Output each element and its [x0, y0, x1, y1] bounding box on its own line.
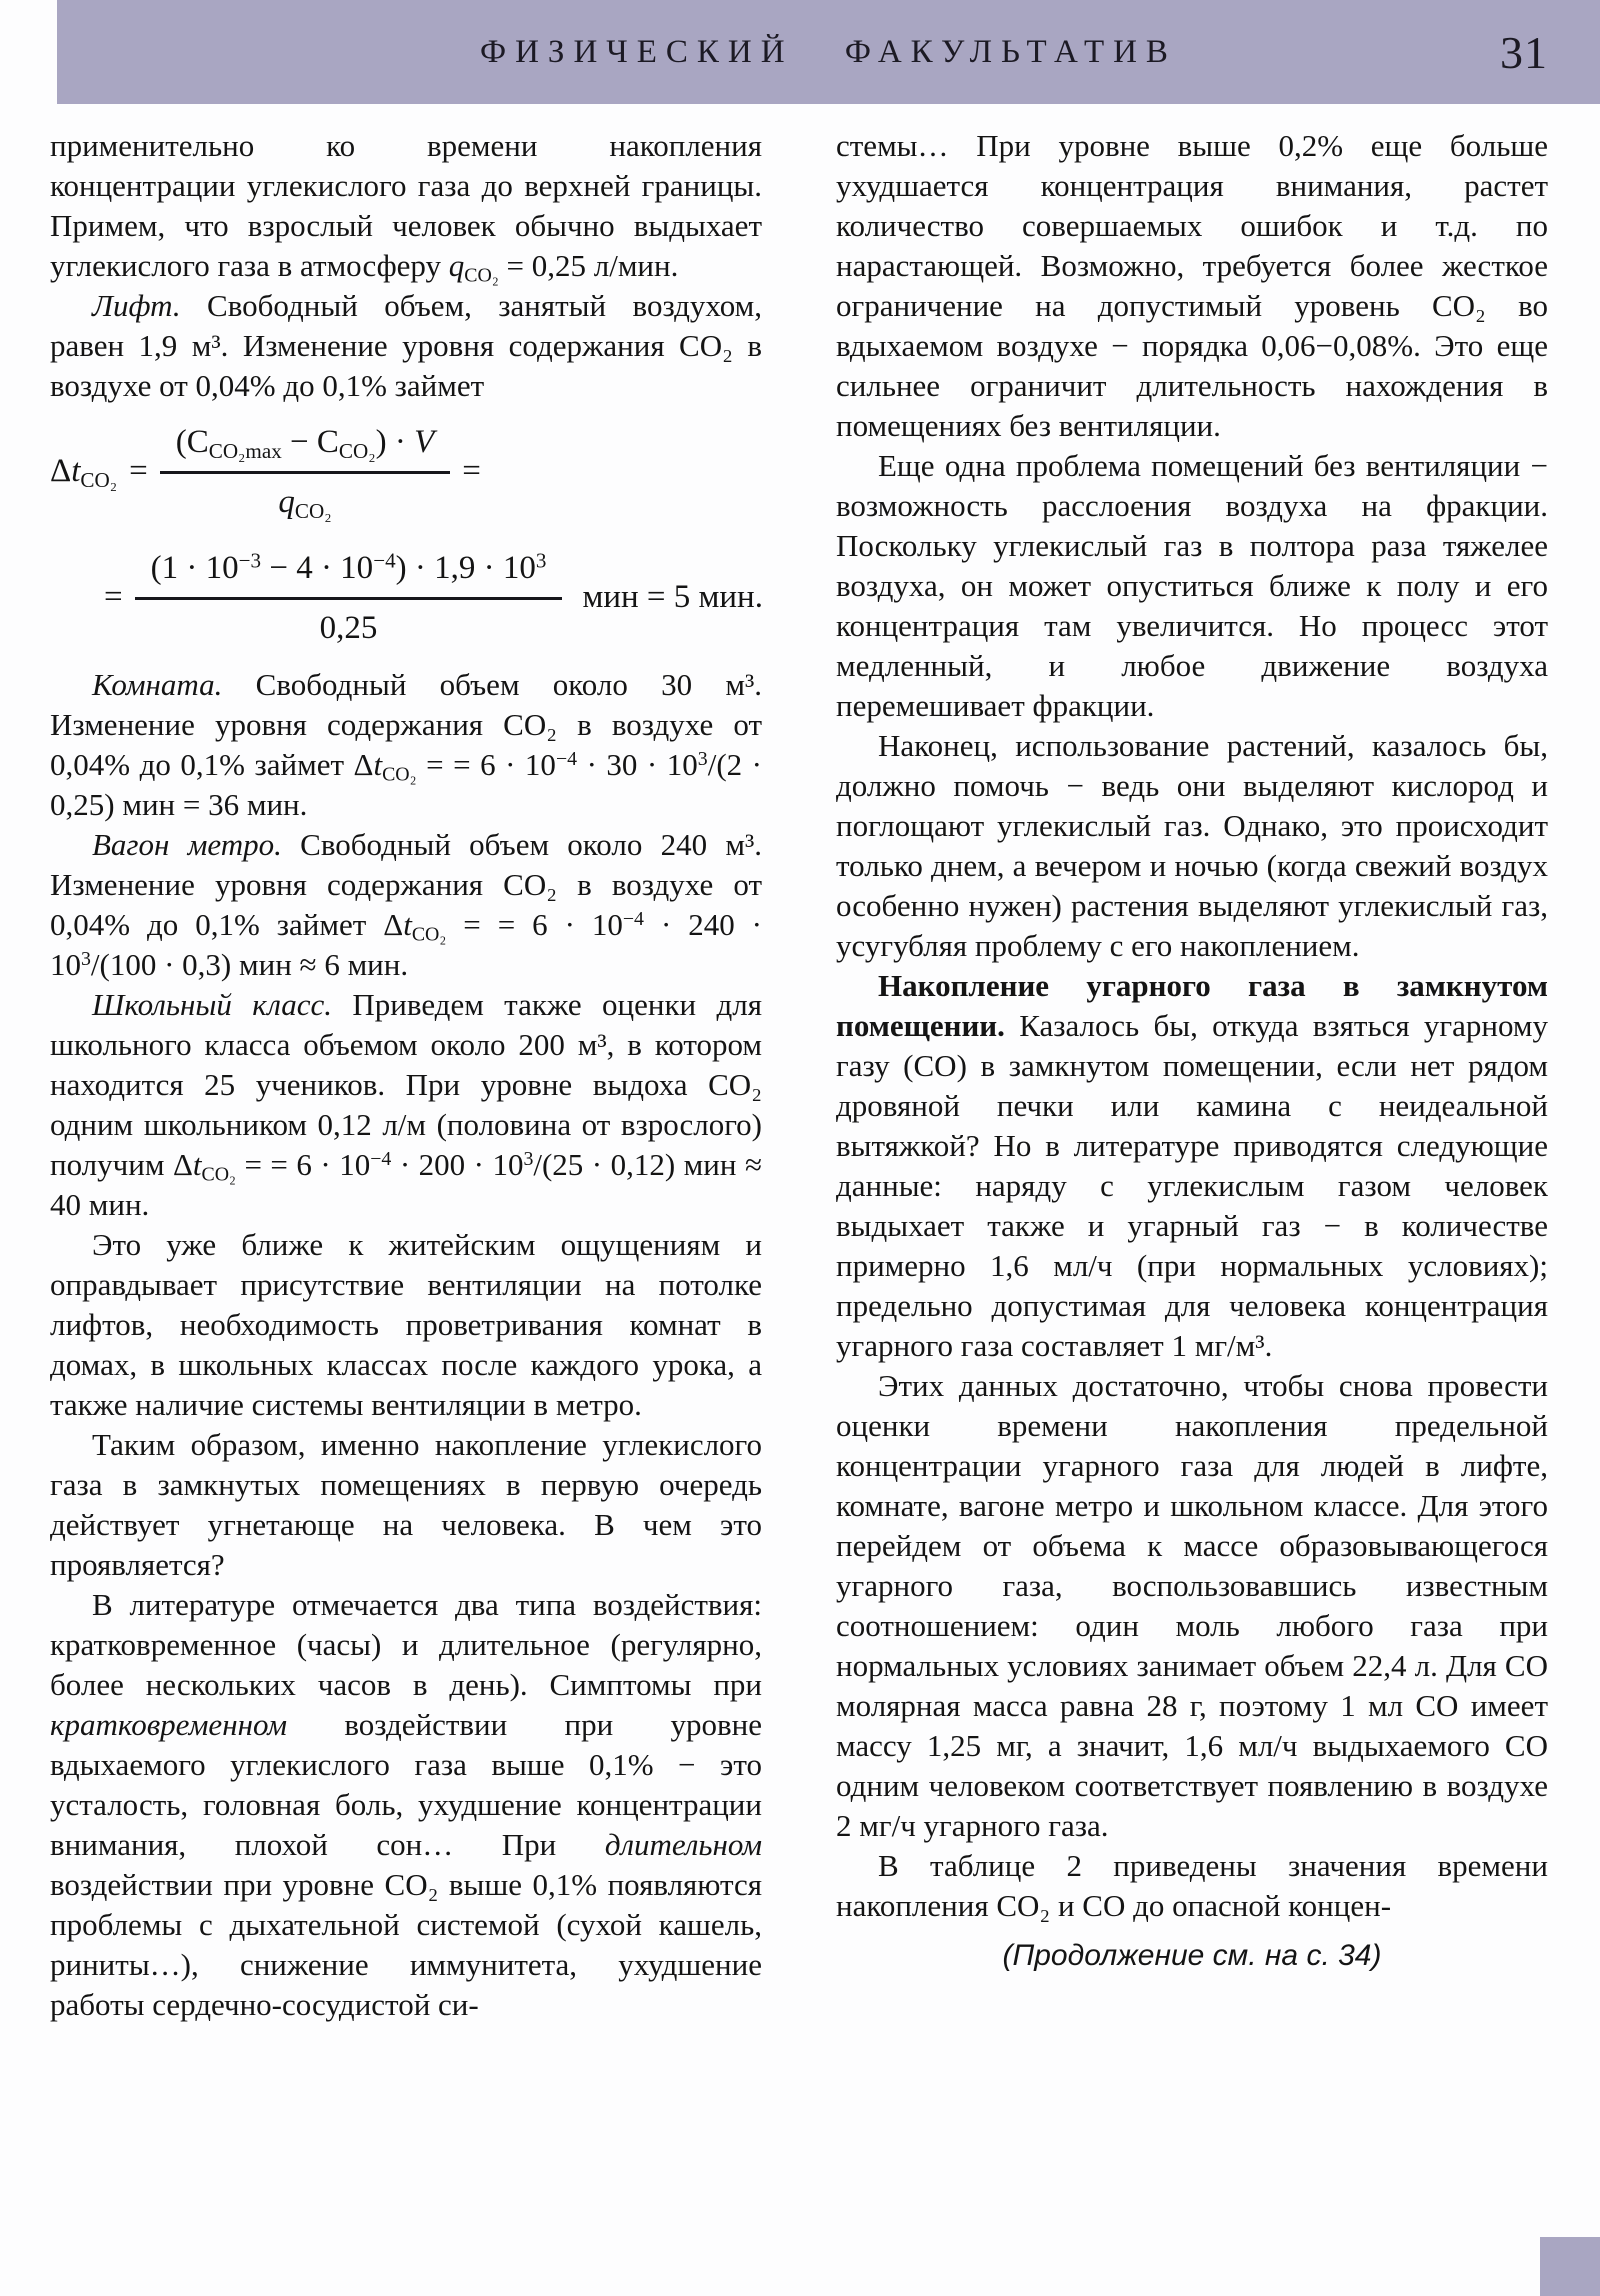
equals-sign: = [104, 578, 123, 615]
paragraph-ventilation-need: Это уже ближе к житейским ощущениям и оправдывает присутствие вентиляции на потолке лифтов, необходимость проветривания комнат в домах, в школьных классах после каждого урока, а также наличие системы вентиляции в метро. [50, 1227, 762, 1422]
paragraph-school-class: Школьный класс. Приведем также оценки для школьного класса объемом около 200 м³, в котором находится 25 учеников. При уровне выдоха CO₂ одним школьником 0,12 л/м (половина от взрослого) получим ΔtCO₂ = = $6 \cdot 10^{-4} \cdot 200 \cdot 10^3/(25 \cdot 0,12)$ мин ≈ 40 мин. [50, 987, 762, 1222]
page-number: 31 [1500, 27, 1548, 78]
equals-sign: = [129, 453, 148, 490]
fraction-denominator: 0,25 [319, 609, 378, 646]
right-column [836, 126, 1548, 1976]
equals-sign: = [462, 453, 481, 490]
paragraph-symptoms-continuation: стемы… При уровне выше 0,2% еще больше ухудшается концентрация внимания, растет количество совершаемых ошибок и т.д. по нарастающей. Возможно, требуется более жесткое ограничение на допустимый уровень CO₂ во вдыхаемом воздухе − порядка 0,06−0,08%. Это еще сильнее ограничит длительность нахождения в помещениях без вентиляции. [836, 128, 1548, 443]
continuation-note: (Продолжение см. на с. 34) [1002, 1939, 1382, 1972]
header-bar [57, 0, 1600, 104]
paragraph-carbon-monoxide-heading: Накопление угарного газа в замкнутом помещении. Казалось бы, откуда взяться угарному газу (СО) в замкнутом помещении, если нет рядом дровяной печки или камина с неидеальной вытяжкой? Но в литературе приводятся следующие данные: наряду с углекислым газом человек выдыхает также и угарный газ − в количестве примерно 1,6 мл/ч (при нормальных условиях); предельно допустимая для человека концентрация угарного газа составляет 1 мг/м³. [836, 968, 1548, 1363]
paragraph-plants: Наконец, использование растений, казалось бы, должно помочь − ведь они выделяют кислород и поглощают углекислый газ. Однако, это происходит только днем, а вечером и ночью (когда свежий воздух особенно нужен) растения выделяют углекислый газ, усугубляя проблему с его накоплением. [836, 728, 1548, 963]
fraction-numeric [135, 546, 563, 650]
formula-row-1 [50, 420, 762, 524]
paragraph-air-stratification: Еще одна проблема помещений без вентиляции − возможность расслоения воздуха на фракции. Поскольку углекислый газ в полтора раза тяжелее воздуха, он может опуститься ближе к полу и его концентрация там увеличится. Но процесс этот медленный, и любое движение воздуха перемешивает фракции. [836, 448, 1548, 723]
formula-result: мин = 5 мин. [582, 578, 763, 615]
paragraph-lift: Лифт. Свободный объем, занятый воздухом, равен 1,9 м³. Изменение уровня содержания CO₂ в воздухе от 0,04% до 0,1% займет [50, 288, 762, 403]
formula-row-2 [92, 546, 762, 650]
paragraph-conclusion-question: Таким образом, именно накопление углекислого газа в замкнутых помещениях в первую очередь действует угнетающе на человека. В чем это проявляется? [50, 1427, 762, 1582]
paragraph-table2-reference: В таблице 2 приведены значения времени накопления CO₂ и СО до опасной концен- [836, 1848, 1548, 1923]
paragraph-room: Комната. Свободный объем около 30 м³. Изменение уровня содержания CO₂ в воздухе от 0,04% до 0,1% займет ΔtCO₂ = = $6 \cdot 10^{-4} \cdot 30 \cdot 10^3/(2 \cdot 0,25)$ мин = 36 мин. [50, 667, 762, 822]
formula-lhs: ΔtCO₂ [50, 453, 118, 493]
fraction-numerator: $(1 \cdot 10^{-3} - 4 \cdot 10^{-4}) \cdot 1,9 \cdot 10^3$ [135, 546, 563, 600]
corner-ornament [1540, 2237, 1600, 2296]
header-title: ФИЗИЧЕСКИЙ ФАКУЛЬТАТИВ [480, 33, 1177, 70]
paragraph-co2-intro-continuation: применительно ко времени накопления концентрации углекислого газа до верхней границы. Примем, что взрослый человек обычно выдыхает углекислого газа в атмосферу qCO₂ = 0,25 л/мин. [50, 128, 762, 287]
fraction-denominator: qCO₂ [278, 484, 332, 524]
paragraph-co-estimates: Этих данных достаточно, чтобы снова провести оценки времени накопления предельной концентрации угарного газа для людей в лифте, комнате, вагоне метро и школьном классе. Для этого перейдем от объема к массе образовывающегося угарного газа, воспользовавшись известным соотношением: один моль любого газа при нормальных условиях занимает объем 22,4 л. Для СО молярная масса равна 28 г, поэтому 1 мл СО имеет массу 1,25 мг, а значит, 1,6 мл/ч выдыхаемого СО одним человеком соответствует появлению в воздухе 2 мг/ч угарного газа. [836, 1368, 1548, 1843]
left-column [50, 126, 762, 2025]
formula-delta-t-co2 [50, 420, 762, 649]
paragraph-metro-car: Вагон метро. Свободный объем около 240 м³. Изменение уровня содержания CO₂ в воздухе от 0,04% до 0,1% займет ΔtCO₂ = = $6 \cdot 10^{-4} \cdot 240 \cdot 10^3/(100 \cdot 0,3)$ мин ≈ 6 мин. [50, 827, 762, 982]
fraction-numerator: (CCO₂max − CCO₂) · V [160, 420, 451, 474]
fraction-symbolic [160, 420, 451, 524]
paragraph-exposure-types: В литературе отмечается два типа воздействия: кратковременное (часы) и длительное (регулярно, более нескольких часов в день). Симптомы при кратковременном воздействии при уровне вдыхаемого углекислого газа выше 0,1% − это усталость, головная боль, ухудшение концентрации внимания, плохой сон… При длительном воздействии при уровне CO₂ выше 0,1% появляются проблемы с дыхательной системой (сухой кашель, риниты…), снижение иммунитета, ухудшение работы сердечно-сосудистой си- [50, 1587, 762, 2022]
